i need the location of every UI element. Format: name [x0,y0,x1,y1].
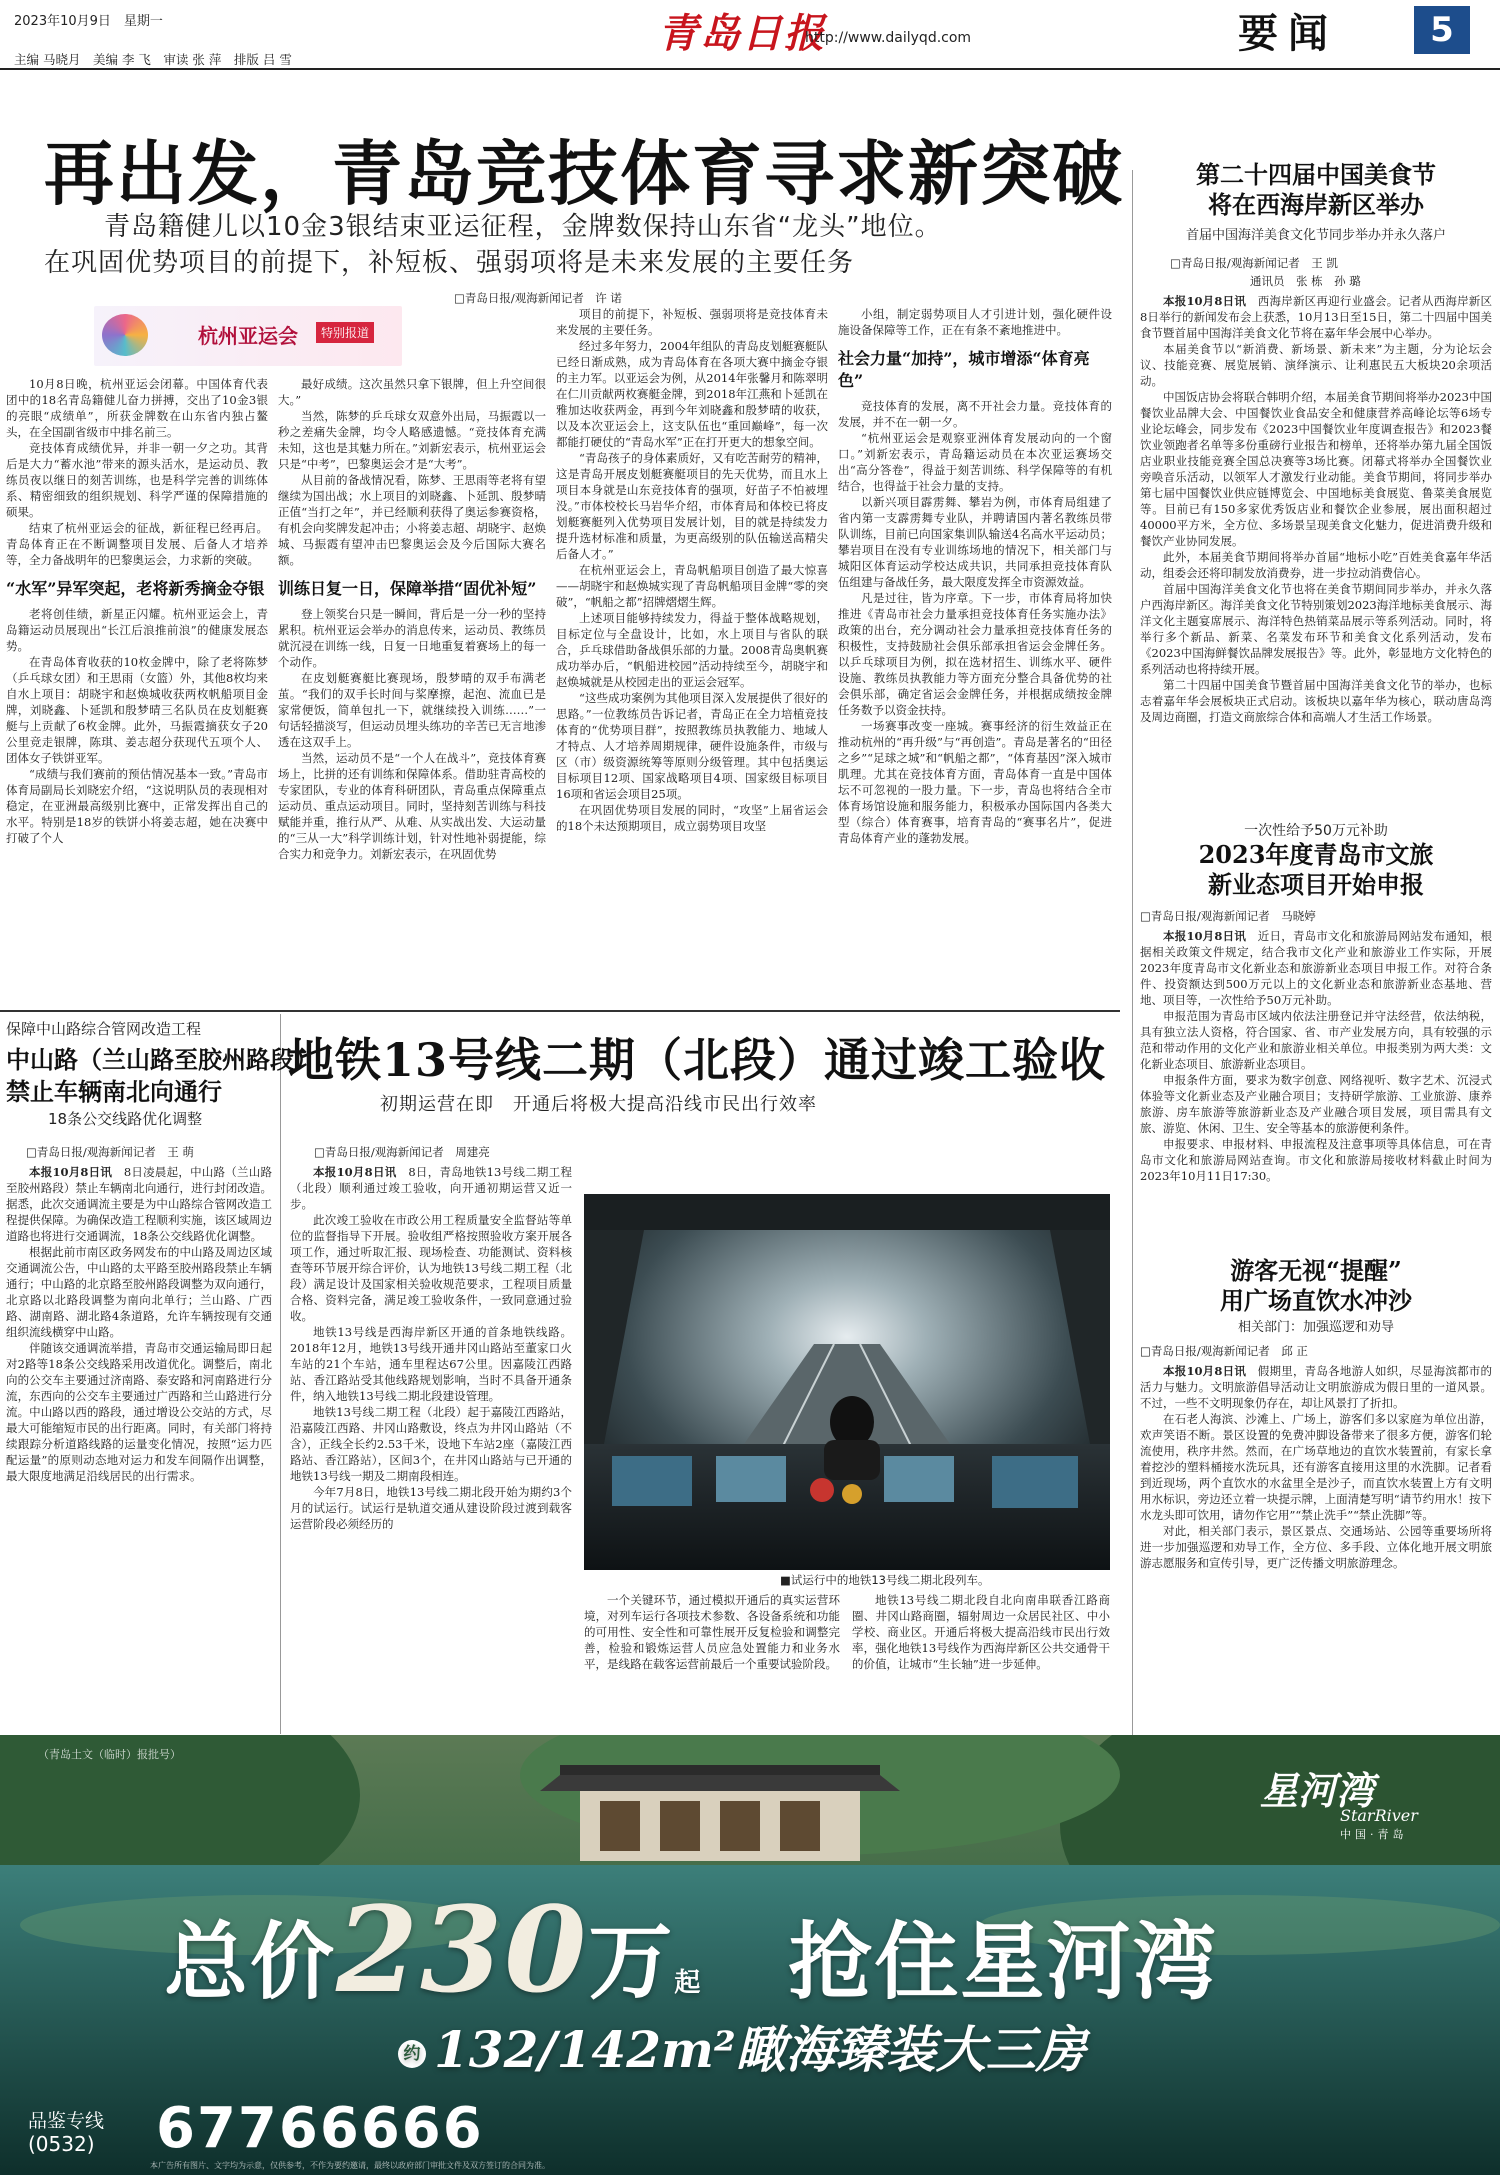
ad-area-code: (0532) [28,2132,95,2156]
ad-price-qi: 起 [674,1968,703,1998]
metro-article-title: 地铁13号线二期（北段）通过竣工验收 [288,1033,1107,1087]
dateline: 本报10月8日讯 [1163,294,1247,308]
main-subheadline-1: 青岛籍健儿以10金3银结束亚运征程，金牌数保持山东省“龙头”地位。 [104,212,942,242]
paragraph: 当然，运动员不是“一个人在战斗”，竞技体育赛场上，比拼的还有训练和保障体系。借助驻青高校的专家团队，专业的体育科研团队，青岛重点保障重点运动员、重点运动项目。同时，坚持刻苦训练与科技赋能并重，推行从严、从难、从实战出发、大运动量的“三从一大”科学训练计划，针对性地补弱提能，综合实力和竞争力。刘新宏表示，在巩固优势 [278,751,546,861]
main-byline: □青岛日报/观海新闻记者 许 诺 [454,291,622,305]
paragraph: 小组，制定弱势项目人才引进计划，强化硬件设施设备保障等工作，正在有条不紊地推进中。 [838,307,1112,337]
paragraph: 在巩固优势项目发展的同时，“攻坚”上届省运会的18个未达预期项目，成立弱势项目攻坚 [556,803,828,833]
paragraph: “这些成功案例为其他项目深入发展提供了很好的思路。”一位教练员告诉记者，青岛正在全力培植竞技体育的“优势项目群”，按照教练员执教能力、地域人才特点、人才培养周期规律，硬件设施条件，市级与区（市）级资源统筹等原则分级管理。其中包括奥运目标项目12项、国家战略项目4项、国家级目标项目16项和省运会项目25项。 [556,691,828,801]
ad-approval-caption: （青岛土文（临时）报批号） [38,1748,181,1761]
paragraph: 结束了杭州亚运会的征战，新征程已经再启。青岛体育正在不断调整项目发展、后备人才培养等，全力备战明年的巴黎奥运会，力求新的突破。 [6,521,268,567]
ad-hotline-label: 品鉴专线 [28,2110,105,2132]
road-article-kicker: 保障中山路综合管网改造工程 [6,1020,202,1038]
article-byline: 通讯员 张 栋 孙 璐 [1250,274,1361,288]
paragraph: 地铁13号线二期北段自北向南串联香江路商圈、井冈山路商圈，辐射周边一众居民社区、中小学校、商业区。开通后将极大提高沿线市民出行效率，强化地铁13号线作为西海岸新区公共交通骨干的价值，让城市“生长轴”进一步延伸。 [852,1593,1110,1671]
paragraph: 登上领奖台只是一瞬间，背后是一分一秒的坚持累积。杭州亚运会举办的消息传来，运动员、教练员就沉浸在训练一线，日复一日地重复着赛场上的每一个动作。 [278,607,546,669]
article-title: 第二十四届中国美食节 [1196,160,1436,189]
main-article-col-4 [838,306,1112,1006]
metro-article-col-3 [852,1592,1110,1722]
paragraph: 竞技体育成绩优异，并非一朝一夕之功。其背后是大力“蓄水池”带来的源头活水，是运动员、教练员夜以继日的刻苦训练，也是科学完善的训练体系、精密细致的组织规划、科学严谨的保障措施的硕果。 [6,441,268,519]
paragraph: 10月8日晚，杭州亚运会闭幕。中国体育代表团中的18名青岛籍健儿奋力拼搏，交出了10金3银的亮眼“成绩单”，所获金牌数在山东省内独占鳌头，在全国副省级市中排名前三。 [6,377,268,439]
section-subhead: 训练日复一日，保障举措“固优补短” [278,579,537,598]
food-festival-article [1140,160,1492,803]
metro-cab-illustration [584,1194,1110,1570]
article-body [1140,293,1492,803]
paragraph: 此次竣工验收在市政公用工程质量安全监督站等单位的监督指导下开展。验收组严格按照验收方案开展各项工作，通过听取汇报、现场检查、功能测试、资料核查等环节展开综合评价，认为地铁13号线二期工程（北段）满足设计及国家相关验收规范要求，工程项目质量合格、资料完备，满足竣工验收条件，一致同意通过验收。 [290,1213,572,1323]
column-divider [280,1014,281,1734]
paragraph: 8日凌晨起，中山路（兰山路至胶州路段）禁止车辆南北向通行，进行封闭改造。据悉，此次交通调流主要是为中山路综合管网改造工程提供保障。为确保改造工程顺利实施，该区域周边道路也将进行交通调流，18条公交线路优化调整。 [6,1165,272,1243]
paragraph: 凡是过往，皆为序章。下一步，市体育局将加快推进《青岛市社会力量承担竞技体育任务实施办法》政策的出台，充分调动社会力量承担竞技体育任务的积极性，支持鼓励社会俱乐部承担省运会金牌任务。以乒乓球项目为例，拟在选材招生、训练水平、硬件设施、教练员执教能力等方面充分整合具备优势的社会俱乐部，确定省运会金牌任务，并根据成绩按金牌任务数予以资金扶持。 [838,591,1112,717]
article-byline: □青岛日报/观海新闻记者 王 萌 [26,1145,194,1159]
ad-subline-text: 132/142m²瞰海臻装大三房 [434,2020,1086,2079]
ad-main-slogan [164,1880,1218,2019]
paragraph: 最好成绩。这次虽然只拿下银牌，但上升空间很大。” [278,377,546,407]
metro-article-deck: 初期运营在即 开通后将极大提高沿线市民出行效率 [380,1094,817,1115]
paragraph: 第二十四届中国美食节暨首届中国海洋美食文化节的举办，也标志着嘉年华会展板块正式启动。该板块以嘉年华为核心，联动唐岛湾及周边商圈，打造文商旅综合体和高端人才生活工作场景。 [1140,678,1492,724]
paragraph: “青岛孩子的身体素质好，又有吃苦耐劳的精神，这是青岛开展皮划艇赛艇项目的先天优势，而且水上项目本身就是山东竞技体育的强项，好苗子不怕被埋没。”市体校校长马岩华介绍，市体育局和体校已将皮划艇赛艇列入优势项目发展计划，目的就是持续发力提升选材标准和质量，为更高级别的队伍输送高精尖后备人才。” [556,451,828,561]
asian-games-banner [94,306,402,366]
main-subheadline-2: 在巩固优势项目的前提下，补短板、强弱项将是未来发展的主要任务 [44,248,855,278]
paragraph: “杭州亚运会是观察亚洲体育发展动向的一个窗口。”刘新宏表示，青岛籍运动员在本次亚运赛场交出“高分答卷”，得益于刻苦训练、科学保障等的有机结合，也得益于社会力量的支持。 [838,431,1112,493]
article-body [6,1164,272,1704]
section-subhead: “水军”异军突起，老将新秀摘金夺银 [6,579,265,598]
paragraph: 一场赛事改变一座城。赛事经济的衍生效益正在推动杭州的“再升级”与“再创造”。青岛是著名的“田径之乡”“足球之城”和“帆船之都”，“体育基因”深入城市肌理。尤其在竞技体育方面，青岛体育一直是中国体坛不可忽视的一股力量。下一步，青岛也将结合全市体育场馆设施和服务能力，积极承办国际国内各类大型（综合）体育赛事，培育青岛的“赛事名片”，促进青岛体育产业的蓬勃发展。 [838,719,1112,845]
article-body [290,1164,572,1704]
paragraph: 从目前的备战情况看，陈梦、王思雨等老将有望继续为国出战；水上项目的刘晓鑫、卜延凯、殷梦晴正值“当打之年”，并已经顺利获得了奥运参赛资格，有机会向奖牌发起冲击；小将姜志超、胡晓宇、赵焕城、马振霞有望冲击巴黎奥运会及今后国际大赛名额。 [278,473,546,567]
ad-brand-logo: 星河湾 [1260,1768,1375,1813]
page-number: 5 [1414,6,1470,54]
asian-games-logo-icon [102,314,148,356]
paragraph: 在青岛体育收获的10枚金牌中，除了老将陈梦（乒乓球女团）和王思雨（女篮）外，其他8枚均来自水上项目：胡晓宇和赵焕城收获两枚帆船项目金牌，刘晓鑫、卜延凯和殷梦晴三名队员在皮划艇赛艇与上贡献了6枚金牌。此外，马振霞摘获女子20公里竞走银牌，陈琪、姜志超分获现代五项个人、团体女子铁饼亚军。 [6,655,268,765]
newspaper-url[interactable]: http://www.dailyqd.com [805,30,972,46]
paragraph: 地铁13号线是西海岸新区开通的首条地铁线路。2018年12月，地铁13号线开通井冈山路站至董家口火车站的21个车站，通车里程达67公里。因嘉陵江西路站、香江路站受其他线路规划影响，当时不具备开通条件，纳入地铁13号线二期北段建设管理。 [290,1325,572,1403]
paragraph: 8日，青岛地铁13号线二期工程（北段）顺利通过竣工验收，向开通初期运营又近一步。 [290,1165,572,1211]
paragraph: “成绩与我们赛前的预估情况基本一致。”青岛市体育局副局长刘晓宏介绍，“这说明队员的表现相对稳定，在亚洲最高级别比赛中，正常发挥出自己的水平。特别是18岁的铁饼小将姜志超，她在决赛中打破了个人 [6,767,268,845]
editors-line: 主编 马晓月 美编 李 飞 审读 张 萍 排版 吕 雪 [14,52,292,67]
dateline: 本报10月8日讯 [313,1165,397,1179]
main-article-col-3 [556,306,828,1006]
masthead-rule [0,68,1500,70]
paragraph: 申报条件方面，要求为数字创意、网络视听、数字艺术、沉浸式体验等文化新业态及产业融合项目；支持研学旅游、工业旅游、康养旅游、房车旅游等旅游新业态及产业融合项目发展，项目需具有文旅、游览、休闲、卫生、安全等基本的旅游便利条件。 [1140,1073,1492,1135]
paragraph: 假期里，青岛各地游人如织，尽显海滨都市的活力与魅力。文明旅游倡导活动让文明旅游成为假日里的一道风景。不过，一些不文明现象仍存在，却让风景打了折扣。 [1140,1364,1492,1410]
paragraph: 当然，陈梦的乒乓球女双意外出局，马振霞以一秒之差痛失金牌，均令人略感遗憾。“竞技体育充满未知，这也是其魅力所在。”刘新宏表示，杭州亚运会只是“中考”，巴黎奥运会才是“大考”。 [278,409,546,471]
article-deck: 相关部门：加强巡逻和劝导 [1237,1320,1394,1335]
paragraph: 在石老人海滨、沙滩上、广场上，游客们多以家庭为单位出游，欢声笑语不断。景区设置的免费冲脚设备带来了很多方便，游客们轮流使用，秩序井然。然而，在广场草地边的直饮水装置前，有家长拿着挖沙的塑料桶接水洗玩具，还有游客直接用这里的水洗脚。记者看到近现场，两个直饮水的水盆里全是沙子，而直饮水装置上方有文明用水标识，旁边还立着一块提示牌，上面清楚写明“请节约用水！按下水龙头即可饮用，请勿作它用”“禁止洗手”“禁止洗脚”等。 [1140,1412,1492,1522]
section-subhead: 社会力量“加持”，城市增添“体育亮色” [838,349,1090,390]
dateline: 本报10月8日讯 [1163,1364,1247,1378]
metro-train-photo [584,1194,1110,1570]
article-byline: □青岛日报/观海新闻记者 王 凯 [1170,256,1338,270]
section-divider [0,1010,1120,1012]
paragraph: 上述项目能够持续发力，得益于整体战略规划，目标定位与全盘设计，比如，水上项目与省队的联合，乒乓球借助备战俱乐部的力量。2008青岛奥帆赛成功举办后，“帆船进校园”活动持续至今，胡晓宇和赵焕城就是从校园走出的亚运会冠军。 [556,611,828,689]
ad-price-number: 230 [336,1880,589,2019]
paragraph: 在皮划艇赛艇比赛现场，殷梦晴的双手布满老茧。“我们的双手长时间与桨摩擦，起泡、流血已是家常便饭，简单包扎一下，就继续投入训练……”一句话轻描淡写，但运动员埋头练功的辛苦已无言地渗透在这双手上。 [278,671,546,749]
dateline: 本报10月8日讯 [1163,929,1247,943]
paragraph: 对此，相关部门表示，景区景点、交通场站、公园等重要场所将进一步加强巡逻和劝导工作，全方位、多手段、立体化地开展文明旅游志愿服务和宣传引导，更广泛传播文明旅游理念。 [1140,1524,1492,1570]
paragraph: 以新兴项目霹雳舞、攀岩为例，市体育局组建了省内第一支霹雳舞专业队，并聘请国内著名教练员带队训练，目前已向国家集训队输送4名高水平运动员；攀岩项目在没有专业训练场地的情况下，相关部门与城阳区体育运动学校达成共识，共同承担竞技体育队伍组建与备战任务，最大限度发挥全市资源效益。 [838,495,1112,589]
paragraph: 首届中国海洋美食文化节也将在美食节期间同步举办，并永久落户西海岸新区。海洋美食文化节特别策划2023海洋地标美食展示、海洋文化主题宴席展示、海洋特色热销菜品展示等系列活动。同时，将举行多个新品、新菜、名菜发布环节和美食文化系列活动，发布《2023中国海鲜餐饮品牌发展报告》等。此外，彰显地方文化特色的系列活动也将持续开展。 [1140,582,1492,676]
article-byline: □青岛日报/观海新闻记者 马晓婷 [1140,909,1316,923]
main-article-col-1 [6,376,268,1006]
paragraph: 竞技体育的发展，离不开社会力量。竞技体育的发展，并不在一朝一夕。 [838,399,1112,429]
road-article-title: 中山路（兰山路至胶州路段） [6,1045,318,1074]
photo-caption: ■试运行中的地铁13号线二期北段列车。 [780,1573,990,1587]
ad-brand-city: 中国·青岛 [1340,1828,1408,1841]
paragraph: 地铁13号线二期工程（北段）起于嘉陵江西路站，沿嘉陵江西路、井冈山路敷设，终点为井冈山路站（不含），正线全长约2.53千米，设地下车站2座（嘉陵江西路站、香江路站），区间3个，在井冈山路站与已开通的地铁13号线一期及二期南段相连。 [290,1405,572,1483]
main-headline: 再出发，青岛竞技体育寻求新突破 [44,132,1124,215]
road-article-deck: 18条公交线路优化调整 [48,1110,203,1128]
paragraph: 此外，本届美食节期间将举办首届“地标小吃”百姓美食嘉年华活动，组委会还将印制发放消费券，进一步拉动消费信心。 [1140,550,1492,580]
paragraph: 西海岸新区再迎行业盛会。记者从西海岸新区8日举行的新闻发布会上获悉，10月13日至15日，第二十四届中国美食节暨首届中国海洋美食文化节将在嘉年华会展中心举办。 [1140,294,1492,340]
newspaper-logo: 青岛日报 [658,10,826,57]
dateline: 本报10月8日讯 [29,1165,113,1179]
ad-slogan-suffix: 抢住星河湾 [788,1913,1219,2011]
article-title: 用广场直饮水冲沙 [1220,1286,1412,1315]
paragraph: 一个关键环节，通过模拟开通后的真实运营环境，对列车运行各项技术参数、各设备系统和功能的可用性、安全性和可靠性展开反复检验和调整完善，检验和锻炼运营人员应急处置能力和业务水平，是线路在载客运营前最后一个重要试验阶段。 [584,1593,840,1671]
ad-price-prefix: 总价 [164,1913,337,2011]
article-deck: 首届中国海洋美食文化节同步举办并永久落户 [1185,228,1446,243]
paragraph: 老将创佳绩，新星正闪耀。杭州亚运会上，青岛籍运动员展现出“长江后浪推前浪”的健康发展态势。 [6,607,268,653]
road-article [6,1140,272,1704]
ad-phone-number[interactable]: 67766666 [156,2096,484,2161]
ad-price-unit: 万 [588,1913,675,2011]
paragraph: 经过多年努力，2004年组队的青岛皮划艇赛艇队已经日渐成熟，成为青岛体育在各项大赛中摘金夺银的主力军。以亚运会为例，从2014年张馨月和陈翠明在仁川贡献两枚赛艇金牌，到2018年江燕和卜延凯在雅加达收获两金，再到今年刘晓鑫和殷梦晴的收获，以及本次亚运会上，这支队伍也“重回巅峰”，每一次都能打硬仗的“青岛水军”正在打开更大的想象空间。 [556,339,828,449]
paragraph: 伴随该交通调流举措，青岛市交通运输局即日起对2路等18条公交线路采用改道优化。调整后，南北向的公交车主要通过济南路、泰安路和河南路进行分流，东西向的公交车主要通过广西路和兰山路进行分流。中山路以西的路段，通过增设公交站的方式，尽最大可能缩短市民的出行距离。同时，有关部门将持续跟踪分析道路线路的运量变化情况，按照“运力匹配运量”的原则动态地对运力和发车间隔作出调整，最大限度地满足沿线居民的出行需求。 [6,1341,272,1483]
banner-title: 杭州亚运会 [198,324,298,348]
paragraph: 在杭州亚运会上，青岛帆船项目创造了最大惊喜——胡晓宇和赵焕城实现了青岛帆船项目金牌“零的突破”，“帆船之都”招牌熠熠生辉。 [556,563,828,609]
paragraph: 申报范围为青岛市区域内依法注册登记并守法经营，依法纳税，具有独立法人资格，符合国家、省、市产业发展方向，具有较强的示范和带动作用的文化产业和旅游业相关单位。申报类别为两大类：文化新业态项目、旅游新业态项目。 [1140,1009,1492,1071]
article-byline: □青岛日报/观海新闻记者 邱 正 [1140,1344,1308,1358]
banner-tag: 特别报道 [316,322,374,343]
article-title: 2023年度青岛市文旅 [1198,840,1434,869]
article-title: 游客无视“提醒” [1230,1256,1402,1285]
article-title: 将在西海岸新区举办 [1208,190,1424,219]
article-kicker: 一次性给予50万元补助 [1244,823,1388,839]
section-name: 要闻 [1238,10,1338,57]
paragraph: 近日，青岛市文化和旅游局网站发布通知，根据相关政策文件规定，结合我市文化产业和旅游业工作实际，开展2023年度青岛市文化新业态和旅游新业态项目申报工作。对符合条件、投资额达到500万元以上的文化新业态和旅游新业态基地、营地、项目等，一次性给予50万元补助。 [1140,929,1492,1007]
article-byline: □青岛日报/观海新闻记者 周建亮 [314,1145,490,1159]
paragraph: 申报要求、申报材料、申报流程及注意事项等具体信息，可在青岛市文化和旅游局网站查询。市文化和旅游局接收材料截止时间为2023年10月11日17:30。 [1140,1137,1492,1183]
article-body [1140,1363,1492,1703]
road-article-title: 禁止车辆南北向通行 [6,1077,222,1106]
metro-article-col-2 [584,1592,840,1722]
main-article-col-2 [278,376,546,1006]
metro-article-col-1 [290,1140,572,1704]
ad-disclaimer: 本广告所有图片、文字均为示意，仅供参考，不作为要约邀请，最终以政府部门审批文件及双方签订的合同为准。 [150,2161,550,2170]
ad-approx-badge: 约 [398,2040,426,2068]
ad-subline [398,2010,1086,2082]
paragraph: 今年7月8日，地铁13号线二期北段开始为期约3个月的试运行。试运行是轨道交通从建设阶段过渡到载客运营阶段必须经历的 [290,1485,572,1531]
paragraph: 项目的前提下，补短板、强弱项将是竞技体育未来发展的主要任务。 [556,307,828,337]
issue-date: 2023年10月9日 星期一 [14,14,163,29]
right-rail-divider [1132,170,1133,1750]
drinking-water-article [1140,1256,1492,1703]
paragraph: 根据此前市南区政务网发布的中山路及周边区域交通调流公告，中山路的太平路至胶州路段禁止车辆通行；中山路的北京路至胶州路段调整为双向通行，北京路以北路段调整为南向北单行；兰山路、广西路、湖南路、湖北路4条道路，允许车辆按现有交通组织流线横穿中山路。 [6,1245,272,1339]
paragraph: 中国饭店协会将联合韩明介绍，本届美食节期间将举办2023中国餐饮业品牌大会、中国餐饮业食品安全和健康营养高峰论坛等6场专业论坛峰会，同步发布《2023中国餐饮业年度调查报告》和2023餐饮业领跑者名单等多份重磅行业报告和榜单，还将举办第九届全国饭店业职业技能竞赛全国总决赛等3场比赛。闭幕式将举办全国餐饮业旁唤音乐活动，以领军人才激发行业动能。美食节期间，将同步举办第七届中国餐饮业供应链博览会、中国地标美食展览、鲁菜美食展览等。目前已有150多家优秀饭店业和餐饮企业参展，展出面积超过40000平方米，全方位、多场景呈现美食文化魅力，促进消费升级和餐饮产业协同发展。 [1140,390,1492,548]
paragraph: 本届美食节以“新消费、新场景、新未来”为主题，分为论坛会议、技能竞赛、展览展销、演绎演示、让利惠民五大板块20余项活动。 [1140,342,1492,388]
ad-brand-english: StarRiver [1340,1806,1418,1825]
article-title: 新业态项目开始申报 [1208,870,1424,899]
